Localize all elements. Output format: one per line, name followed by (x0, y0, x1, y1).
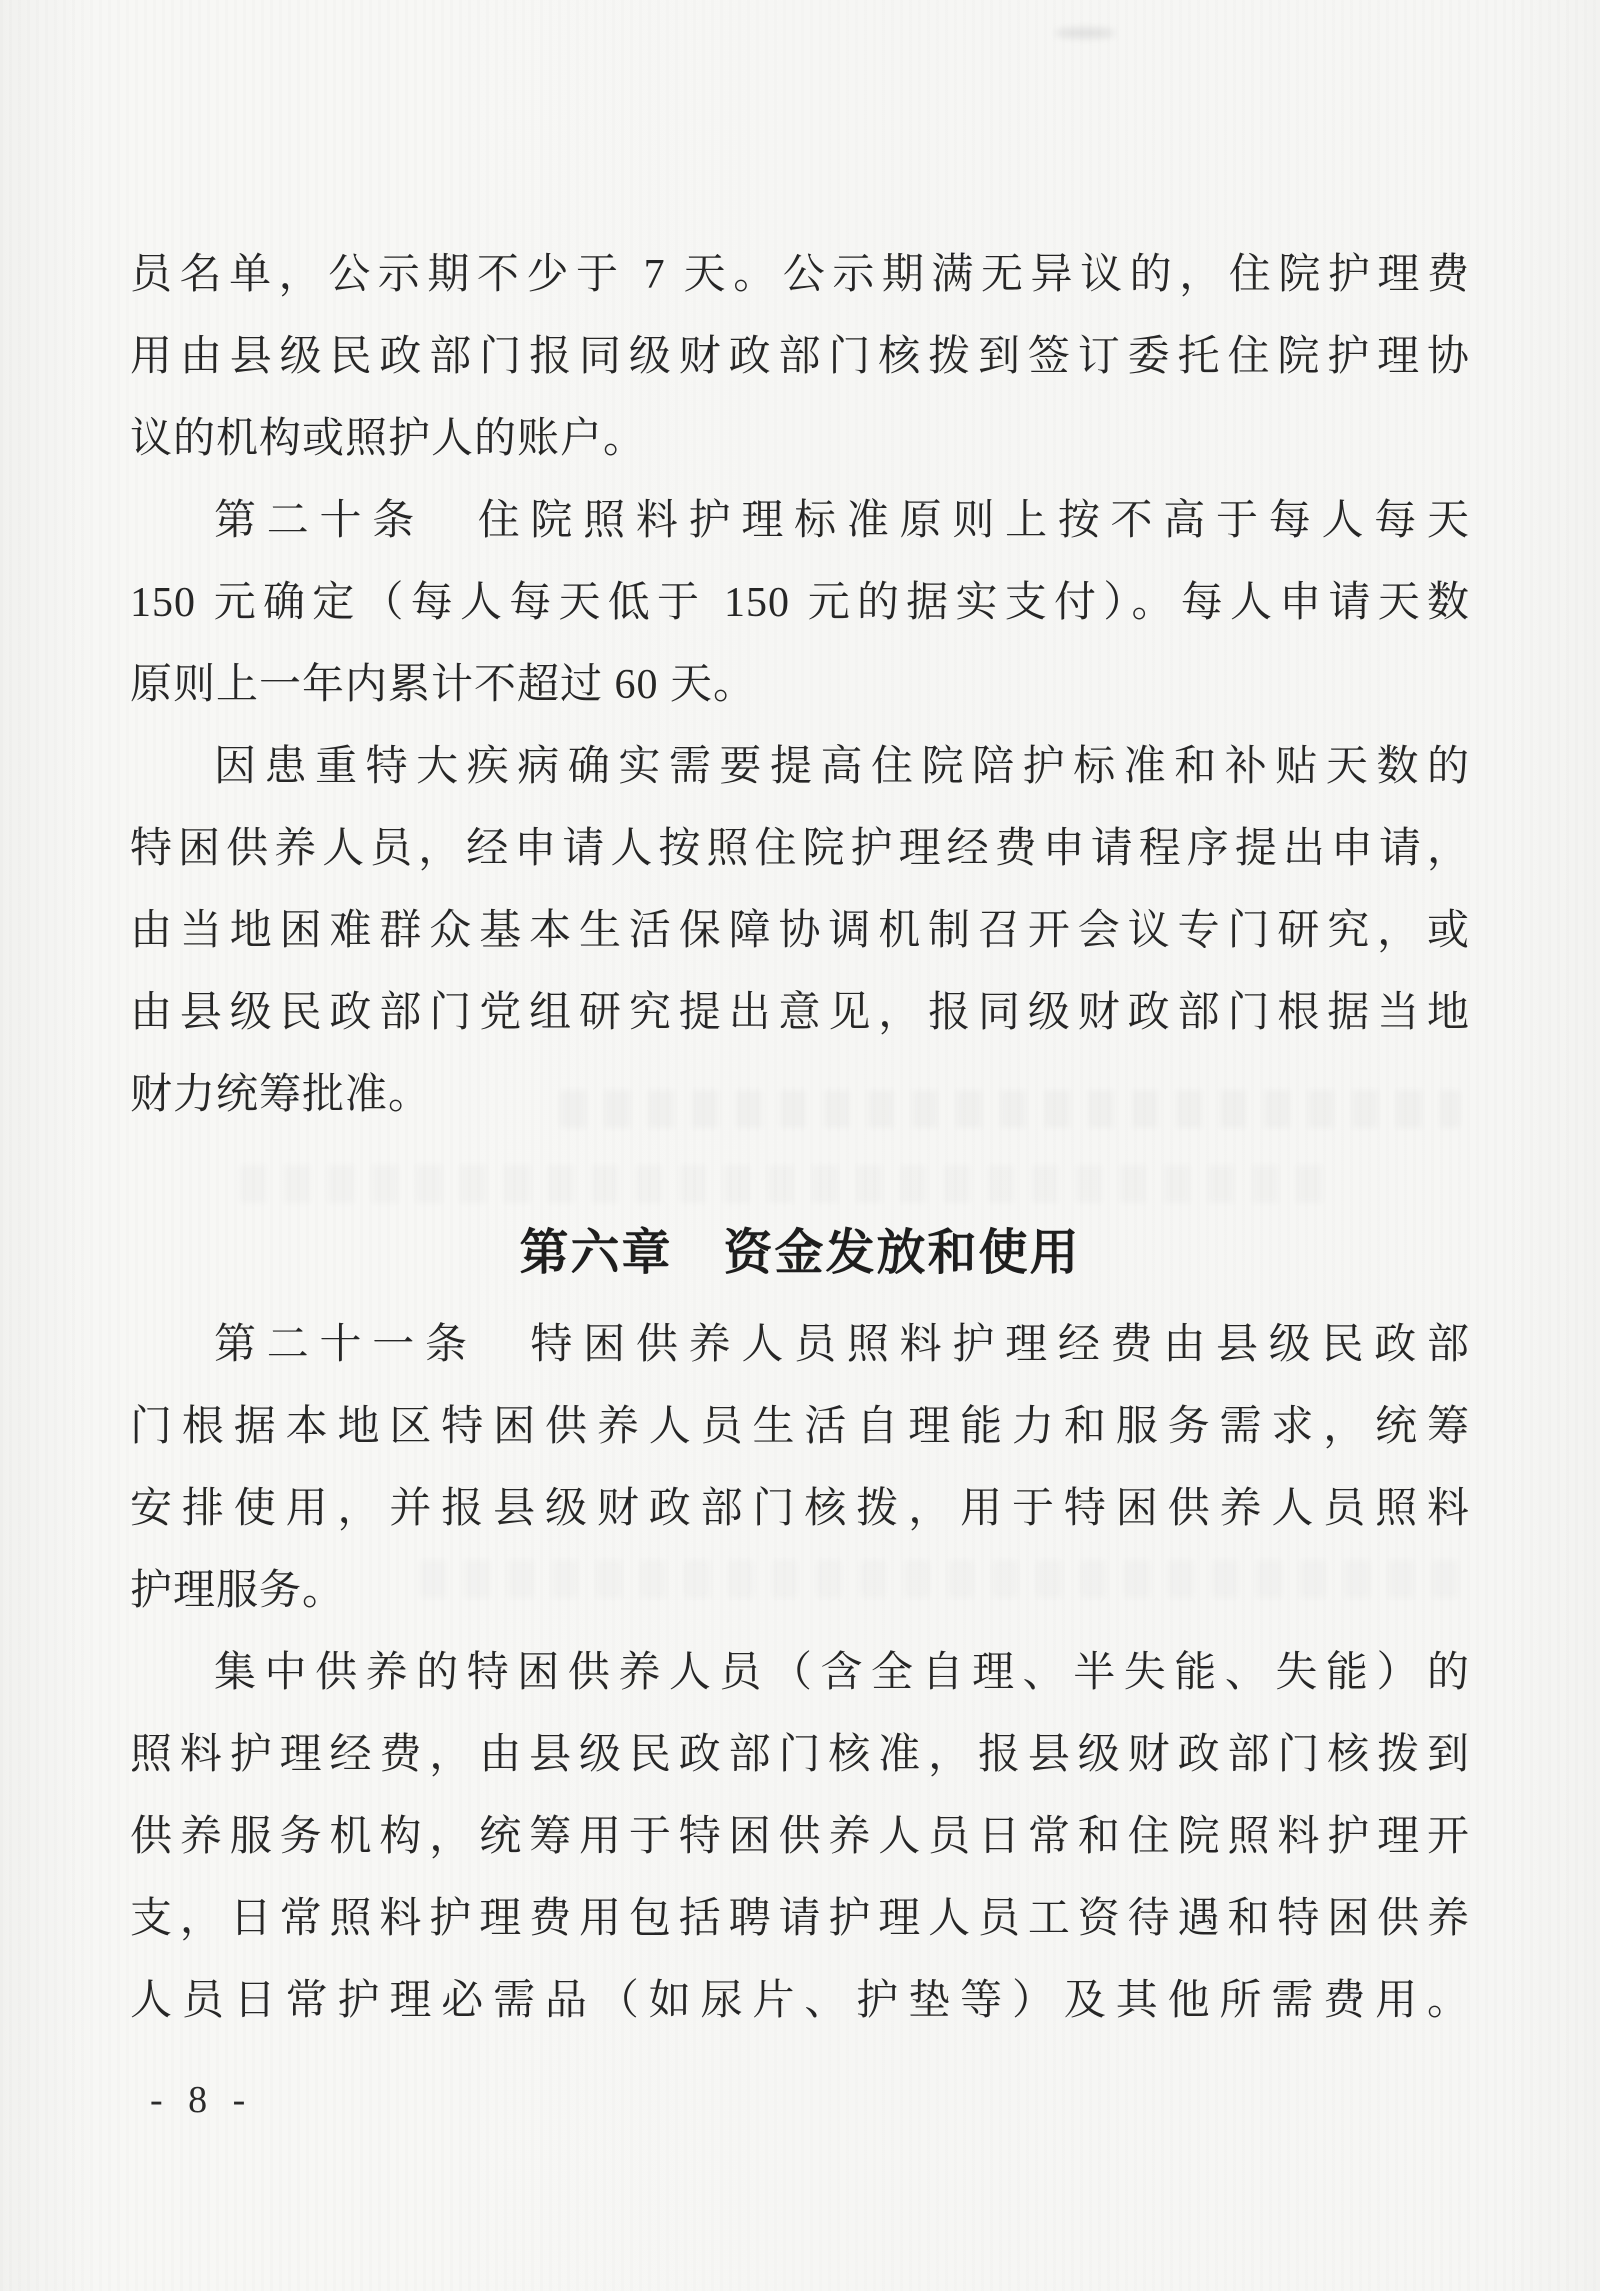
chapter-body (130, 1304, 1470, 2042)
body-line-17: 照料护理经费，由县级民政部门核准，报县级财政部门核拨到 (130, 1732, 1470, 1778)
body-line-6: 原则上一年内累计不超过 60 天。 (130, 662, 757, 708)
body-line-15: 护理服务。 (130, 1568, 346, 1614)
body-line-4: 第二十条 住院照料护理标准原则上按不高于每人每天 (214, 498, 1470, 544)
body-line-20: 人员日常护理必需品（如尿片、护垫等）及其他所需费用。 (130, 1978, 1470, 2024)
body-line-10: 由县级民政部门党组研究提出意见，报同级财政部门根据当地 (130, 990, 1470, 1036)
body-line-12: 第二十一条 特困供养人员照料护理经费由县级民政部 (214, 1322, 1470, 1368)
body-line-1: 员名单，公示期不少于 7 天。公示期满无异议的，住院护理费 (130, 252, 1470, 298)
body-line-11: 财力统筹批准。 (130, 1072, 432, 1118)
body-line-14: 安排使用，并报县级财政部门核拨，用于特困供养人员照料 (130, 1486, 1470, 1532)
body-line-2: 用由县级民政部门报同级财政部门核拨到签订委托住院护理协 (130, 334, 1470, 380)
body-line-7: 因患重特大疾病确实需要提高住院陪护标准和补贴天数的 (214, 744, 1470, 790)
body-line-19: 支，日常照料护理费用包括聘请护理人员工资待遇和特困供养 (130, 1896, 1470, 1942)
chapter-heading: 第六章 资金发放和使用 (519, 1225, 1081, 1280)
page-number: - 8 - (150, 2079, 254, 2121)
body-line-18: 供养服务机构，统筹用于特困供养人员日常和住院照料护理开 (130, 1814, 1470, 1860)
body-line-5: 150 元确定（每人每天低于 150 元的据实支付）。每人申请天数 (130, 580, 1470, 626)
body-line-16: 集中供养的特困供养人员（含全自理、半失能、失能）的 (214, 1650, 1470, 1696)
body-line-13: 门根据本地区特困供养人员生活自理能力和服务需求，统筹 (130, 1404, 1470, 1450)
body-line-3: 议的机构或照护人的账户。 (130, 416, 647, 462)
body-line-8: 特困供养人员，经申请人按照住院护理经费申请程序提出申请， (130, 826, 1470, 872)
body-line-9: 由当地困难群众基本生活保障协调机制召开会议专门研究，或 (130, 908, 1470, 954)
scan-smudge (1055, 28, 1115, 38)
document-body (130, 234, 1470, 2042)
